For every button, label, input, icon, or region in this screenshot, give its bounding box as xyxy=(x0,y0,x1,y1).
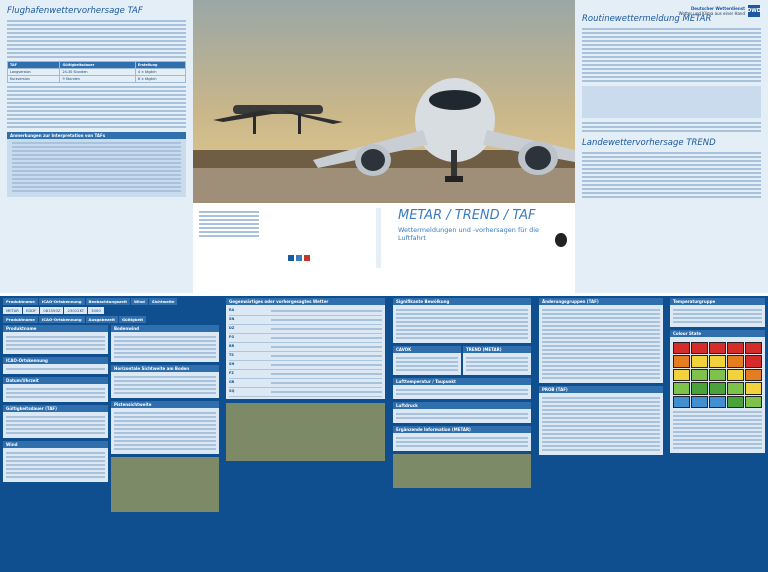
taf-code-strip xyxy=(3,316,219,323)
strip-label: Beobachtungszeit xyxy=(86,298,130,305)
reference-card xyxy=(0,296,768,572)
taf-heading: Flughafenwettervorhersage TAF xyxy=(7,6,143,16)
metar-panel xyxy=(575,0,768,293)
weather-station-photo xyxy=(393,454,531,488)
section-temperaturgruppe: Temperaturgruppe xyxy=(670,298,765,327)
section-bodenwind: Bodenwind xyxy=(111,325,219,362)
strip-value: 23012KT xyxy=(64,307,87,314)
bottom-col-1 xyxy=(0,296,222,572)
section-sichtweite: Horizontale Sichtweite am Boden xyxy=(111,365,219,398)
taf-validity-table xyxy=(7,61,186,83)
anmerkungen-box xyxy=(7,132,186,197)
section-gueltigkeit: Gültigkeitsdauer (TAF) xyxy=(3,405,108,438)
taf-panel xyxy=(0,0,193,293)
bottom-col-colour xyxy=(667,296,768,572)
cover-title-block xyxy=(386,203,575,293)
federal-eagle-icon xyxy=(555,233,567,247)
table-cell: Langversion xyxy=(8,69,60,76)
strip-label: ICAO-Ortskennung xyxy=(39,298,85,305)
table-header: Erstellung xyxy=(135,62,185,69)
strip-label: Produktname xyxy=(3,298,38,305)
section-ergaenzend: Ergänzende Information (METAR) xyxy=(393,426,531,451)
section-wind: Wind xyxy=(3,441,108,482)
strip-label: Wind xyxy=(131,298,148,305)
section-pistensichtweite: Pistensichtweite xyxy=(111,401,219,454)
metar-example-strip xyxy=(3,307,219,314)
strip-value: 3000 xyxy=(88,307,104,314)
section-trend: TREND (METAR) xyxy=(463,346,531,375)
trend-heading: Landewettervorhersage TREND xyxy=(582,138,716,148)
youtube-icon[interactable] xyxy=(304,255,310,261)
section-datum: Datum/Uhrzeit xyxy=(3,377,108,402)
dwd-logo-mark: DWD xyxy=(748,5,760,17)
trend-text xyxy=(582,152,761,198)
section-bewoelkung: Signifikante Bewölkung xyxy=(393,298,531,343)
metar-intro-text xyxy=(582,28,761,82)
table-cell: 9 Stunden xyxy=(60,76,135,83)
brand-name: Deutscher Wetterdienst xyxy=(690,6,745,11)
cover-photo-airplanes xyxy=(193,0,575,203)
strip-label: Gültigkeit xyxy=(119,316,146,323)
back-cover-panel xyxy=(193,203,386,293)
section-temperatur: Lufttemperatur / Taupunkt xyxy=(393,378,531,399)
cover-title: METAR / TREND / TAF xyxy=(398,208,536,223)
section-wetter: Gegenwärtiges oder vorhergesagtes Wetter RA SN DZ FG BR TS SH FZ GR SQ xyxy=(226,298,385,399)
taf-body-text xyxy=(7,86,186,128)
section-icao: ICAO-Ortskennung xyxy=(3,357,108,374)
section-aenderungsgruppen: Änderungsgruppen (TAF) xyxy=(539,298,663,383)
table-cell: 8 × täglich xyxy=(135,76,185,83)
table-cell: Kurzversion xyxy=(8,76,60,83)
bottom-col-clouds xyxy=(390,296,534,572)
strip-label: Ausgabezeit xyxy=(86,316,118,323)
airfield-photo xyxy=(226,403,385,461)
twitter-icon[interactable] xyxy=(296,255,302,261)
bottom-col-changes xyxy=(536,296,666,572)
social-icons xyxy=(288,255,310,261)
strip-value: EDDF xyxy=(23,307,39,314)
vertical-code-strip xyxy=(376,208,381,268)
strip-label: Sichtweite xyxy=(149,298,178,305)
section-cavok: CAVOK xyxy=(393,346,461,375)
section-produktname: Produktname xyxy=(3,325,108,354)
table-cell: 24-30 Stunden xyxy=(60,69,135,76)
anmerkungen-heading: Anmerkungen zur Interpretation von TAFs xyxy=(7,132,186,139)
metar-heading: Routinewettermeldung METAR xyxy=(582,14,712,24)
bottom-col-weather xyxy=(223,296,388,572)
table-header: TAF xyxy=(8,62,60,69)
colour-state-grid xyxy=(673,342,762,408)
dwd-logo xyxy=(679,5,760,17)
runway-photo xyxy=(111,457,219,512)
strip-value: METAR xyxy=(3,307,22,314)
section-luftdruck: Luftdruck xyxy=(393,402,531,423)
metar-abbreviation-table xyxy=(582,86,761,118)
metar-code-strip xyxy=(3,298,219,305)
brand-tagline: Wetter und Klima aus einer Hand xyxy=(678,11,745,16)
cover-subtitle: Wettermeldungen und -vorhersagen für die Luftfahrt xyxy=(398,226,540,242)
table-header: Gültigkeitsdauer xyxy=(60,62,135,69)
section-prob: PROB (TAF) xyxy=(539,386,663,455)
table-cell: 4 × täglich xyxy=(135,69,185,76)
strip-label: Produktname xyxy=(3,316,38,323)
strip-value: 081550Z xyxy=(40,307,63,314)
taf-intro-text xyxy=(7,20,186,58)
section-colour-state: Colour State xyxy=(670,330,765,453)
facebook-icon[interactable] xyxy=(288,255,294,261)
strip-label: ICAO-Ortskennung xyxy=(39,316,85,323)
